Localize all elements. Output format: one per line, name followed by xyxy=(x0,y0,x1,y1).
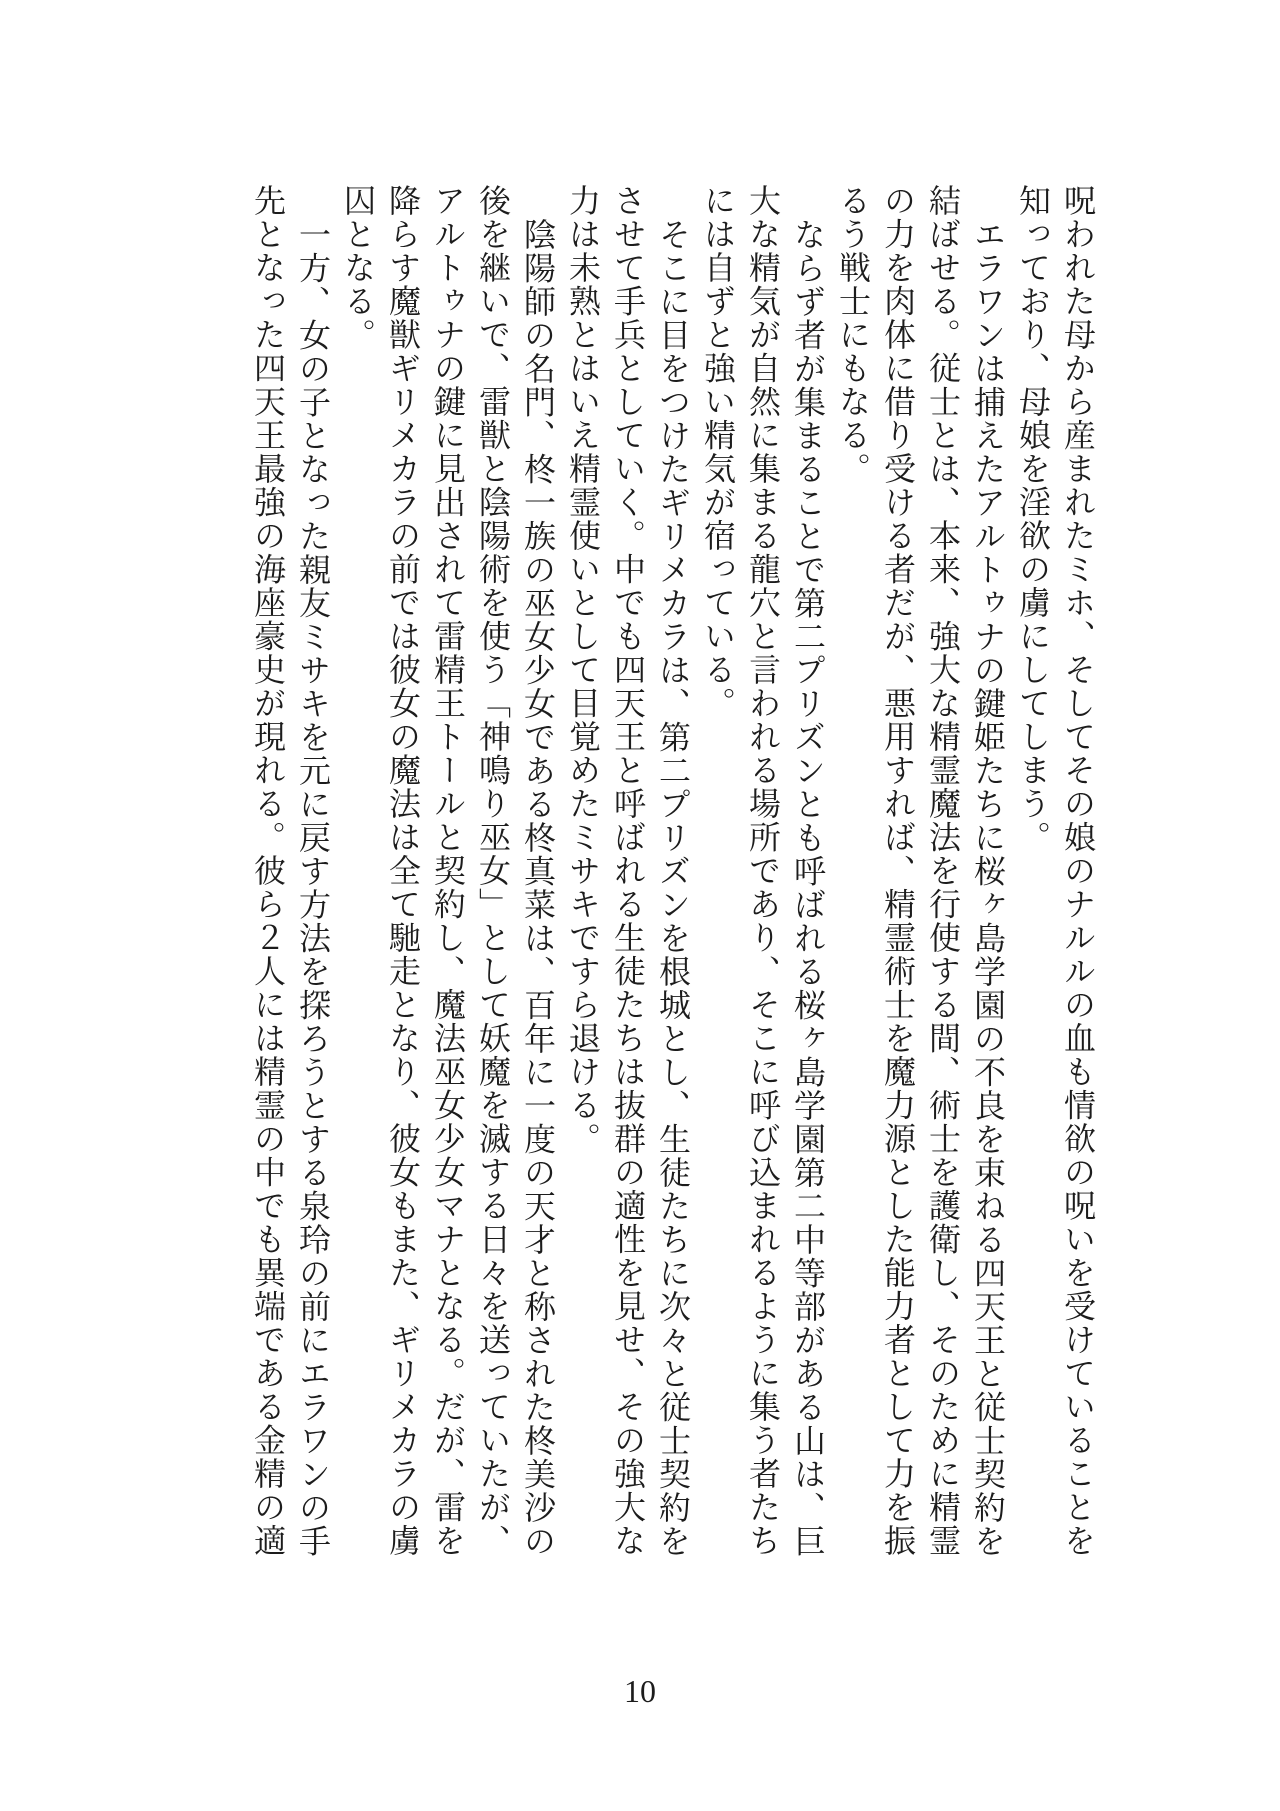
paragraph-5: 陰陽師の名門、柊一族の巫女少女である柊真菜は、百年に一度の天才と称された柊美沙の後を継いで、雷獣と陰陽術を使う「神鳴り巫女」として妖魔を滅する日々を送っていたが、アルトゥナの鍵に見出されて雷精王トールと契約し、魔法巫女少女マナとなる。だが、雷を降らす魔獣ギリメカラの前では彼女の魔法は全て馳走となり、彼女もまた、ギリメカラの虜囚となる。 xyxy=(340,184,556,1558)
page-number: 10 xyxy=(624,1673,656,1709)
paragraph-2: エラワンは捕えたアルトゥナの鍵姫たちに桜ヶ島学園の不良を束ねる四天王と従士契約を結ばせる。従士とは、本来、強大な精霊魔法を行使する間、術士を護衛し、そのために精霊の力を肉体に借り受ける者だが、悪用すれば、精霊術士を魔力源とした能力者として力を振るう戦士にもなる。 xyxy=(835,184,1006,1558)
paragraph-6: 一方、女の子となった親友ミサキを元に戻す方法を探ろうとする泉玲の前にエラワンの手先となった四天王最強の海座豪史が現れる。彼ら２人には精霊の中でも異端である金精の適 xyxy=(250,184,331,1558)
paragraph-1: 呪われた母から産まれたミホ、そしてその娘のナルルの血も情欲の呪いを受けていることを知っており、母娘を淫欲の虜にしてしまう。 xyxy=(1015,184,1096,1558)
paragraph-4: そこに目をつけたギリメカラは、第二プリズンを根城とし、生徒たちに次々と従士契約をさせて手兵としていく。中でも四天王と呼ばれる生徒たちは抜群の適性を見せ、その強大な力は未熟とはいえ精霊使いとして目覚めたミサキですら退ける。 xyxy=(565,184,691,1558)
synopsis-text-block xyxy=(245,184,1100,1569)
paragraph-3: ならず者が集まることで第二プリズンとも呼ばれる桜ヶ島学園第二中等部がある山は、巨大な精気が自然に集まる龍穴と言われる場所であり、そこに呼び込まれるように集う者たちには自ずと強い精気が宿っている。 xyxy=(700,184,826,1558)
